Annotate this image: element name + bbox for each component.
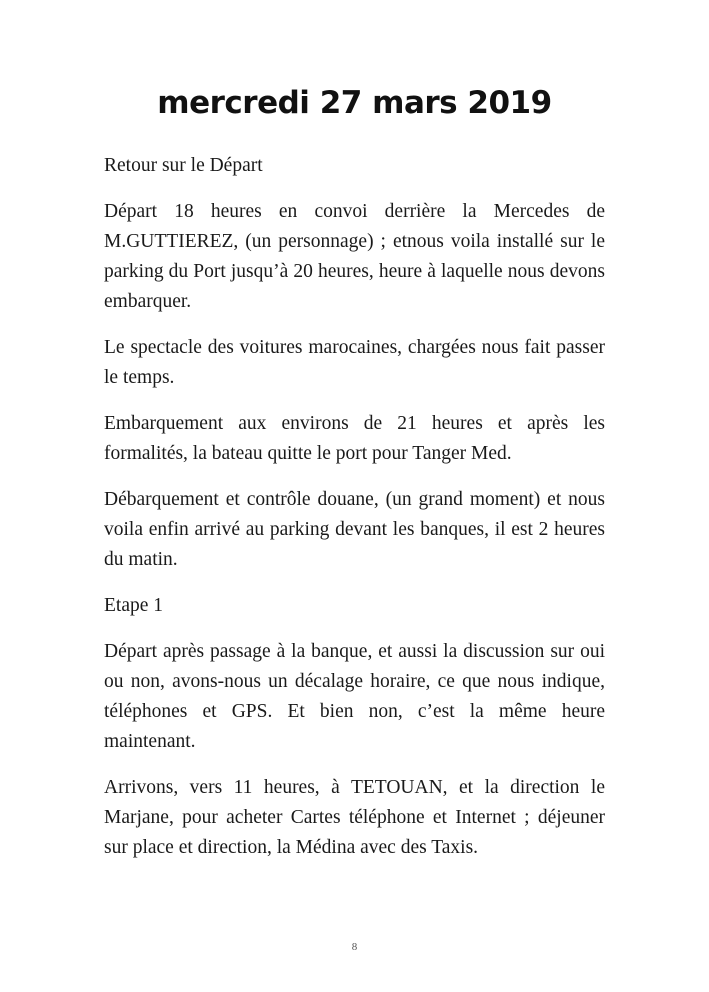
body-text: [104, 151, 605, 879]
paragraph-spectacle: Le spectacle des voitures marocaines, chargées nous fait passer le temps.: [104, 337, 605, 388]
page-number: 8: [351, 941, 358, 953]
page-title: mercredi 27 mars 2019: [157, 85, 552, 121]
paragraph-depart: Départ 18 heures en convoi derrière la Mercedes de M.GUTTIEREZ, (un personnage) ; etnous voila installé sur le parking du Port jusqu’à 20 heures, heure à laquelle nous devons embarquer.: [104, 201, 605, 312]
paragraph-embarquement: Embarquement aux environs de 21 heures et après les formalités, la bateau quitte le port pour Tanger Med.: [104, 413, 605, 464]
paragraph-etape: Etape 1: [104, 595, 164, 616]
paragraph-retour: Retour sur le Départ: [104, 155, 263, 176]
paragraph-banque: Départ après passage à la banque, et aussi la discussion sur oui ou non, avons-nous un décalage horaire, ce que nous indique, téléphones et GPS. Et bien non, c’est la même heure maintenant.: [104, 641, 605, 752]
paragraph-debarquement: Débarquement et contrôle douane, (un grand moment) et nous voila enfin arrivé au parking devant les banques, il est 2 heures du matin.: [104, 489, 605, 570]
paragraph-tetouan: Arrivons, vers 11 heures, à TETOUAN, et la direction le Marjane, pour acheter Cartes téléphone et Internet ; déjeuner sur place et direction, la Médina avec des Taxis.: [104, 777, 605, 858]
